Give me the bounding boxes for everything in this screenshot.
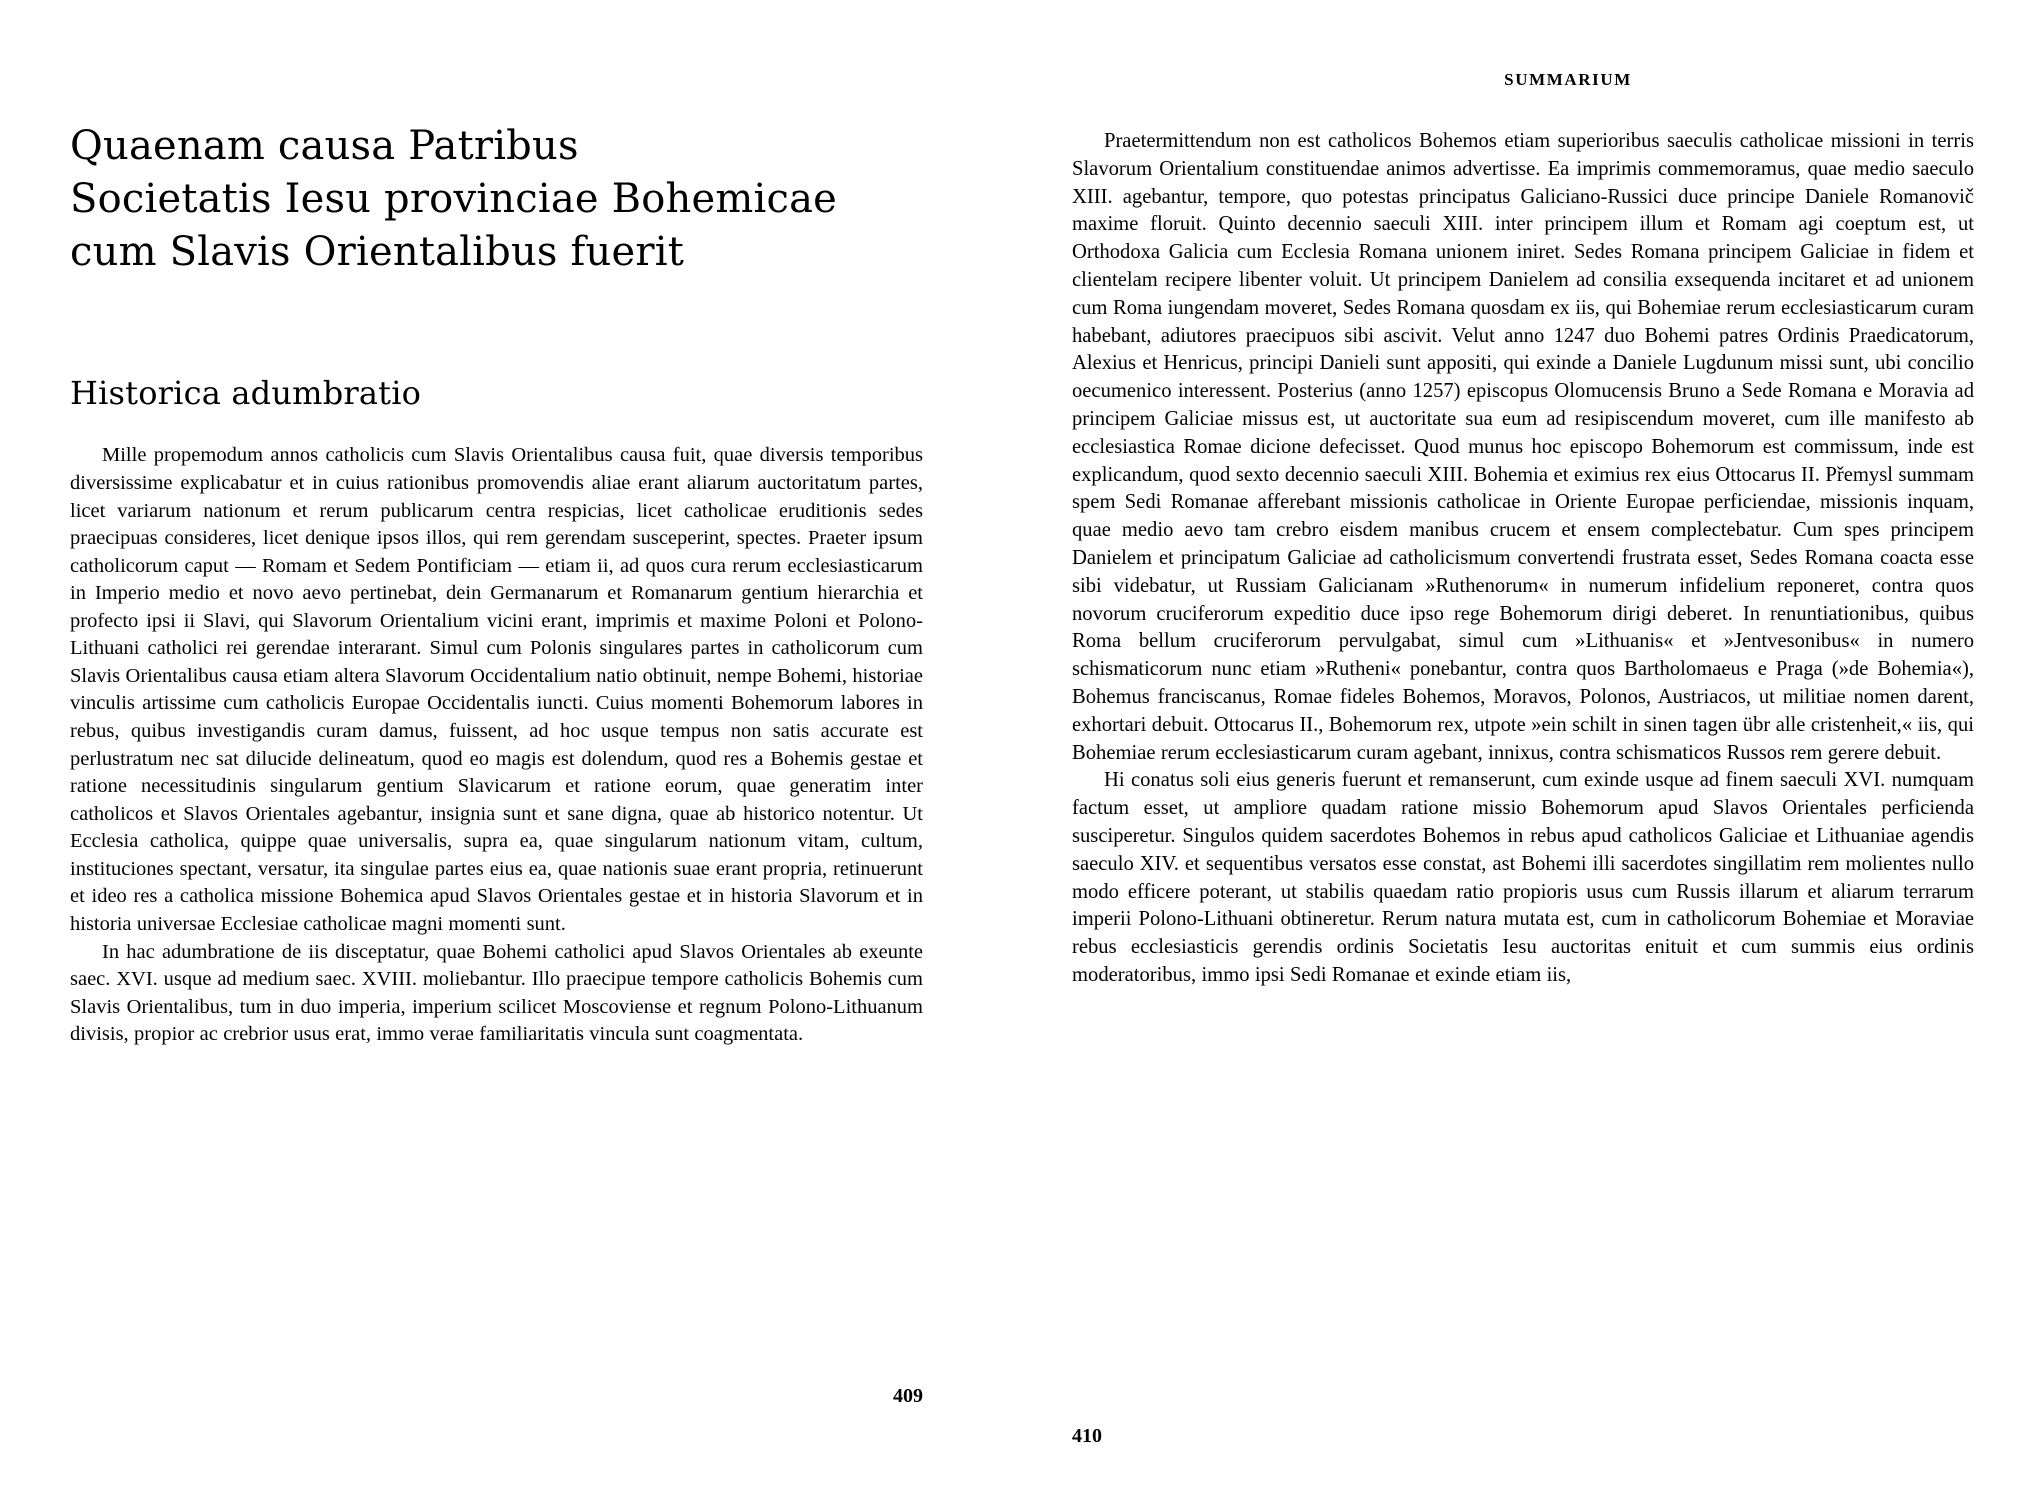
page-number-left: 409 xyxy=(893,1385,923,1407)
page-title-line-3: cum Slavis Orientalibus fuerit xyxy=(70,228,684,275)
section-title: Historica adumbratio xyxy=(70,374,422,413)
page-right xyxy=(1017,0,2034,1500)
page-title-line-1: Quaenam causa Patribus xyxy=(70,123,579,169)
body-paragraph: Mille propemodum annos catholicis cum Slavis Orientalibus causa fuit, quae diversis temporibus diversissime explicabatur et in cuius rationibus promovendis aliae erant aliarum auctoritatum partes, licet variarum nationum et rerum publicarum centra respicias, licet catholicae eruditionis sedes praecipuas consideres, licet denique ipsos illos, qui rem gerendam susceperint, spectes. Praeter ipsum catholicorum caput — Romam et Sedem Pontificiam — etiam ii, ad quos cura rerum ecclesiasticarum in Imperio medio et novo aevo pertinebat, dein Germanarum et Romanarum gentium hierarchia et profecto ipsi ii Slavi, qui Slavorum Orientalium vicini erant, imprimis et maxime Poloni et Polono-Lithuani catholici rei gerendae interarant. Simul cum Polonis singulares partes in catholicorum cum Slavis Orientalibus causa etiam altera Slavorum Occidentalium natio obtinuit, nempe Bohemi, historiae vinculis artissime cum catholicis Europae Occidentalis iuncti. Cuius momenti Bohemorum labores in rebus, quibus investigandis curam damus, fuissent, ad hoc usque tempus non satis accurate est perlustratum nec sat dilucide delineatum, quod eo magis est dolendum, quod res a Bohemis gestae et ratione necessitudinis singularum gentium Slavicarum et ratione eorum, quae generatim inter catholicos et Slavos Orientales agebantur, insignia sunt et sane digna, quae ab historico notentur. Ut Ecclesia catholica, quippe quae universalis, supra ea, quae singularum nationum vitam, cultum, instituciones spectant, versatur, ita singulae partes eius ea, quae nationis suae erant propria, retinuerunt et ideo res a catholica missione Bohemica apud Slavos Orientales gestae et in historia Slavorum et in historia universae Ecclesiae catholicae magni momenti sunt. xyxy=(70,444,923,935)
page-number-right: 410 xyxy=(1072,1425,1102,1447)
body-paragraph: Hi conatus soli eius generis fuerunt et remanserunt, cum exinde usque ad finem saeculi XVI. numquam factum esset, ut ampliore quadam ratione missio Bohemorum apud Slavos Orientales perficienda susciperetur. Singulos quidem sacerdotes Bohemos in rebus apud catholicos Galiciae et Lithuaniae agendis saeculo XIV. et sequentibus versatos esse constat, ast Bohemi illi sacerdotes singillatim rem molientes nullo modo efficere poterant, ut stabilis quaedam ratio propioris usus cum Russis illarum et aliarum terrarum imperii Polono-Lithuani obtineretur. Rerum natura mutata est, cum in catholicorum Bohemiae et Moraviae rebus ecclesiasticis gerendis ordinis Societatis Iesu auctoritas enituit et cum summis eius ordinis moderatoribus, immo ipsi Sedi Romanae et exinde etiam iis, xyxy=(1072,769,1974,986)
page-title-line-2: Societatis Iesu provinciae Bohemicae xyxy=(70,175,838,222)
body-paragraph: Praetermittendum non est catholicos Bohemos etiam superioribus saeculis catholicae missioni in terris Slavorum Orientalium constituendae animos advertisse. Ea imprimis commemoramus, quae medio saeculo XIII. agebantur, tempore, quo potestas principatus Galiciano-Russici duce principe Daniele Romanovič maxime floruit. Quinto decennio saeculi XIII. inter principem illum et Romam agi coeptum est, ut Orthodoxa Galicia cum Ecclesia Romana unionem iniret. Sedes Romana principem Galiciae in fidem et clientelam recipere libenter voluit. Ut principem Danielem ad consilia exsequenda incitaret et ad unionem cum Roma iungendam moveret, Sedes Romana quosdam ex iis, qui Bohemiae rerum ecclesiasticarum curam habebant, adiutores praecipuos sibi ascivit. Velut anno 1247 duo Bohemi patres Ordinis Praedicatorum, Alexius et Henricus, principi Danieli sunt appositi, qui exinde a Daniele Lugdunum missi sunt, ubi concilio oecumenico interessent. Posterius (anno 1257) episcopus Olomucensis Bruno a Sede Romana e Moravia ad principem Galiciae missus est, ut auctoritate sua eum ad resipiscendum moveret, cum ille manifesto ab ecclesiastica Romae dicione defecisset. Quod munus hoc episcopo Bohemorum est commissum, inde est explicandum, quod sexto decennio saeculi XIII. Bohemia et eximius rex eius Ottocarus II. Přemysl summam spem Sedi Romanae afferebant missionis catholicae in Oriente Europae perficiendae, missionis inquam, quae medio aevo tam crebro eisdem manibus crucem et ensem complectebatur. Cum spes principem Danielem et principatum Galiciae ad catholicismum convertendi frustrata esset, Sedes Romana coacta esse sibi videbatur, ut Russiam Galicianam »Ruthenorum« in numerum infidelium reponeret, contra quos novorum cruciferorum expeditio duce ipso rege Bohemorum dirigi deberet. In renuntiationibus, quibus Roma bellum cruciferorum pervulgabat, simul cum »Lithuanis« et »Jentvesonibus« in numero schismaticorum nunc etiam »Rutheni« ponebantur, contra quos Bartholomaeus e Praga (»de Bohemia«), Bohemus franciscanus, Romae fideles Bohemos, Moravos, Polonos, Austriacos, ut militiae nomen darent, exhortari debuit. Ottocarus II., Bohemorum rex, utpote »ein schilt in sinen tagen übr alle cristenheit,« iis, qui Bohemiae rerum ecclesiasticarum curam agebant, innixus, contra schismaticos Russos rem gerere debuit. xyxy=(1072,130,1974,764)
running-head: SUMMARIUM xyxy=(1504,70,1632,89)
body-paragraph: In hac adumbratione de iis disceptatur, quae Bohemi catholici apud Slavos Orientales ab exeunte saec. XVI. usque ad medium saec. XVIII. moliebantur. Illo praecipue tempore catholicis Bohemis cum Slavis Orientalibus, tum in duo imperia, imperium scilicet Moscoviense et regnum Polono-Lithuanum divisis, propior ac crebrior usus erat, immo verae familiaritatis vincula sunt coagmentata. xyxy=(70,940,923,1046)
page-title xyxy=(70,120,923,278)
